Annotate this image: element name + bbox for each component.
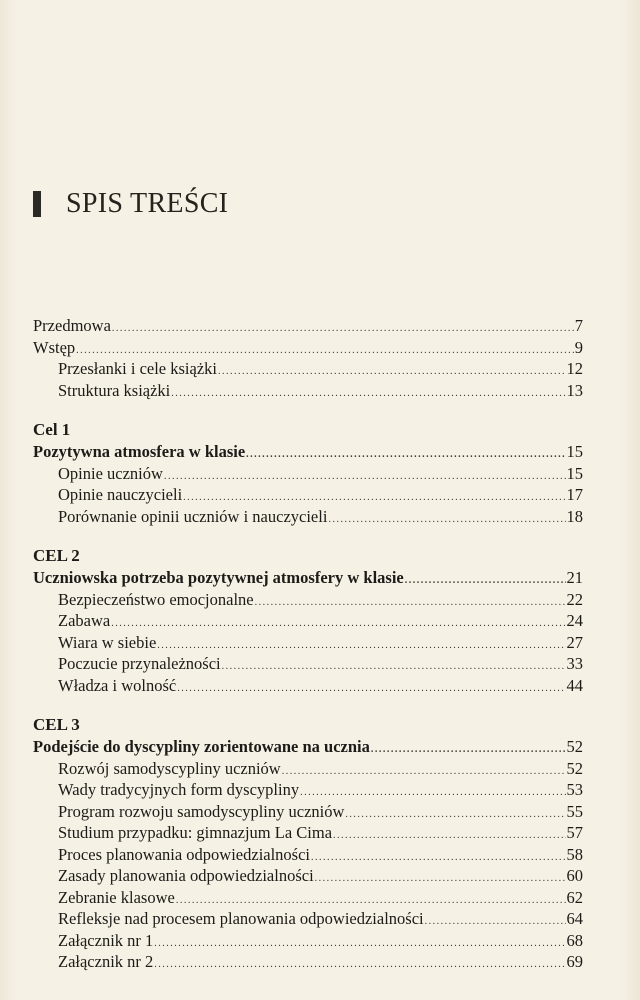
toc-section	[33, 315, 583, 401]
toc-entry-title: Poczucie przynależności	[58, 654, 221, 673]
toc-entry-title: Przedmowa	[33, 316, 111, 335]
toc-entry	[33, 653, 583, 675]
dot-leader	[345, 804, 565, 826]
section-label: Cel 1	[33, 420, 71, 439]
toc-entry-page-number: 15	[566, 463, 583, 483]
heading-marker-bar	[33, 191, 41, 217]
toc-entry	[33, 610, 583, 632]
toc-entry	[33, 736, 583, 758]
toc-entry	[33, 632, 583, 654]
toc-entry-title: Uczniowska potrzeba pozytywnej atmosfery w klasie	[33, 568, 404, 587]
toc-entry-page-number: 58	[566, 844, 583, 864]
toc-entry-page-number: 17	[566, 485, 583, 504]
toc-entry-page-number: 7	[574, 316, 583, 335]
toc-entry	[33, 337, 583, 359]
toc-entry	[33, 589, 583, 611]
dot-leader	[111, 613, 565, 635]
toc-entry-page-number: 18	[566, 506, 583, 526]
toc-entry	[33, 758, 583, 780]
toc-entry-page-number: 69	[566, 952, 583, 971]
toc-entry-page-number: 13	[566, 380, 583, 400]
toc-entry-title: Wiara w siebie	[58, 632, 157, 652]
page-title: SPIS TREŚCI	[66, 188, 229, 219]
table-of-contents	[33, 315, 583, 991]
dot-leader	[405, 570, 566, 592]
toc-entry	[33, 315, 583, 337]
dot-leader	[315, 868, 566, 890]
section-label: CEL 3	[33, 715, 80, 734]
toc-entry-page-number: 33	[566, 654, 583, 673]
dot-leader	[371, 739, 566, 761]
toc-entry-page-number: 24	[566, 611, 583, 630]
toc-entry	[33, 951, 583, 973]
toc-entry-title: Przesłanki i cele książki	[58, 359, 217, 378]
toc-entry-page-number: 15	[566, 442, 583, 461]
toc-entry	[33, 779, 583, 801]
toc-entry-title: Opinie nauczycieli	[58, 485, 183, 504]
toc-entry-title: Podejście do dyscypliny zorientowane na ucznia	[33, 737, 370, 756]
toc-entry	[33, 506, 583, 528]
dot-leader	[333, 825, 565, 847]
toc-entry-page-number: 60	[566, 866, 583, 885]
toc-entry	[33, 380, 583, 402]
dot-leader	[164, 466, 566, 488]
toc-entry-title: Program rozwoju samodyscypliny uczniów	[58, 801, 345, 821]
dot-leader	[246, 444, 565, 466]
toc-entry-page-number: 64	[566, 909, 583, 928]
toc-entry-title: Proces planowania odpowiedzialności	[58, 844, 311, 864]
toc-section	[33, 714, 583, 973]
dot-leader	[282, 761, 566, 783]
toc-section	[33, 419, 583, 527]
toc-entry-title: Zasady planowania odpowiedzialności	[58, 866, 314, 885]
toc-entry	[33, 484, 583, 506]
toc-entry-title: Załącznik nr 1	[58, 930, 154, 950]
toc-entry-page-number: 68	[566, 930, 583, 950]
dot-leader	[177, 678, 565, 700]
toc-entry	[33, 441, 583, 463]
dot-leader	[222, 656, 566, 678]
toc-entry	[33, 844, 583, 866]
toc-entry	[33, 463, 583, 485]
toc-entry-title: Pozytywna atmosfera w klasie	[33, 442, 246, 461]
toc-entry-page-number: 27	[566, 632, 583, 652]
toc-entry-page-number: 44	[566, 675, 583, 695]
toc-entry	[33, 822, 583, 844]
toc-entry-title: Wady tradycyjnych form dyscypliny	[58, 780, 300, 799]
dot-leader	[311, 847, 565, 869]
toc-entry-title: Załącznik nr 2	[58, 952, 154, 971]
toc-entry-page-number: 21	[566, 568, 583, 587]
dot-leader	[154, 954, 565, 976]
dot-leader	[171, 383, 565, 405]
toc-entry-page-number: 55	[566, 801, 583, 821]
dot-leader	[425, 911, 566, 933]
toc-entry-title: Władza i wolność	[58, 675, 177, 695]
toc-entry-title: Wstęp	[33, 337, 76, 357]
toc-entry-title: Studium przypadku: gimnazjum La Cima	[58, 823, 333, 842]
toc-entry-page-number: 52	[566, 737, 583, 756]
toc-entry-page-number: 52	[566, 758, 583, 778]
toc-entry-title: Zabawa	[58, 611, 111, 630]
toc-entry	[33, 567, 583, 589]
toc-entry-page-number: 53	[566, 780, 583, 799]
toc-entry-title: Refleksje nad procesem planowania odpowiedzialności	[58, 909, 424, 928]
dot-leader	[154, 933, 565, 955]
toc-entry	[33, 801, 583, 823]
toc-entry	[33, 358, 583, 380]
toc-entry	[33, 865, 583, 887]
toc-entry-page-number: 22	[566, 589, 583, 609]
toc-entry	[33, 887, 583, 909]
section-label: CEL 2	[33, 546, 80, 565]
toc-entry	[33, 675, 583, 697]
toc-section	[33, 545, 583, 696]
toc-entry-page-number: 57	[566, 823, 583, 842]
toc-entry-title: Bezpieczeństwo emocjonalne	[58, 589, 254, 609]
toc-entry-title: Opinie uczniów	[58, 463, 163, 483]
toc-entry	[33, 908, 583, 930]
toc-entry-title: Porównanie opinii uczniów i nauczycieli	[58, 506, 328, 526]
toc-entry-title: Zebranie klasowe	[58, 887, 175, 907]
dot-leader	[328, 509, 565, 531]
toc-entry-page-number: 12	[566, 359, 583, 378]
toc-entry-title: Rozwój samodyscypliny uczniów	[58, 758, 281, 778]
toc-entry-page-number: 9	[574, 337, 583, 357]
dot-leader	[112, 318, 574, 340]
toc-entry-title: Struktura książki	[58, 380, 171, 400]
toc-heading	[33, 188, 228, 220]
dot-leader	[218, 361, 566, 383]
dot-leader	[255, 592, 566, 614]
toc-entry-page-number: 62	[566, 887, 583, 907]
toc-entry	[33, 930, 583, 952]
